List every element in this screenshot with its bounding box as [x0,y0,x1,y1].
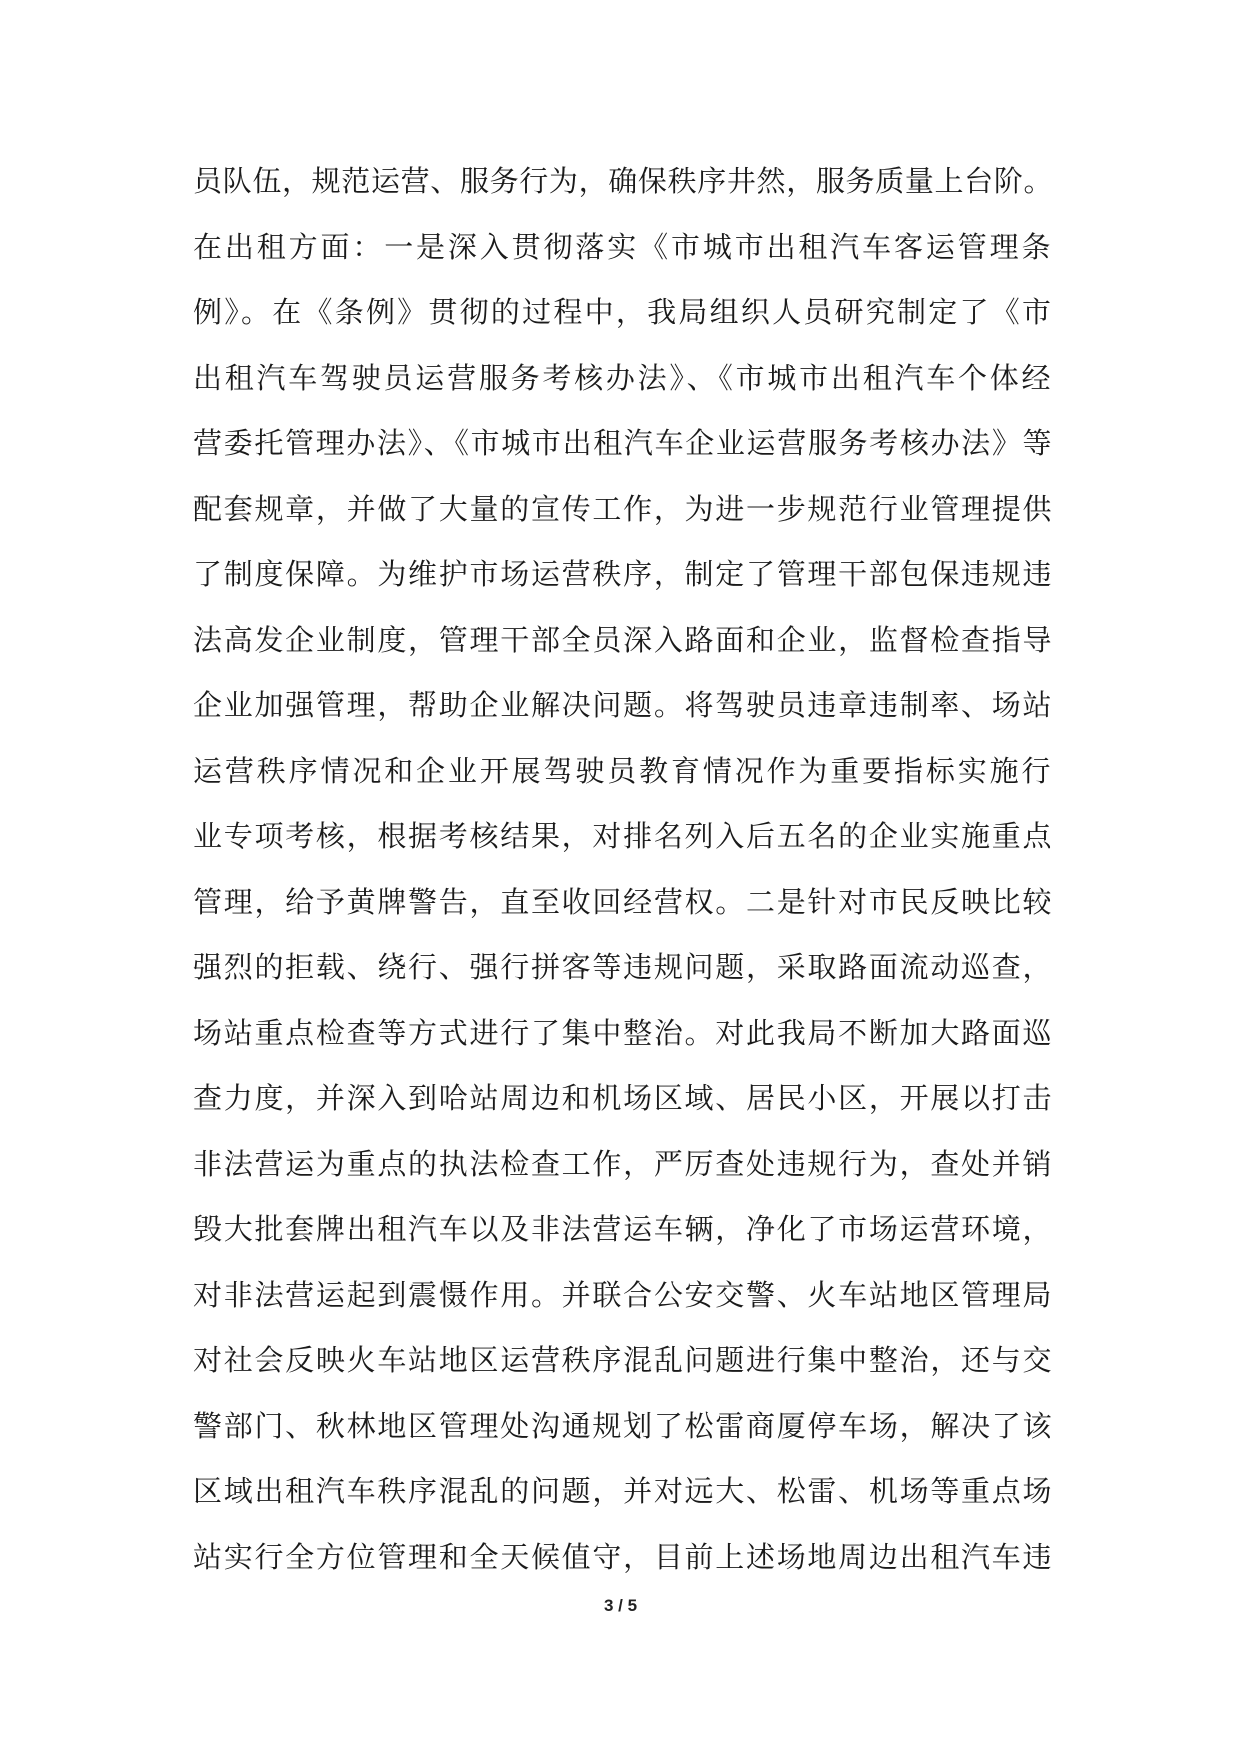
page-number: 3 / 5 [603,1596,638,1615]
text-line: 场站重点检查等方式进行了集中整治。对此我局不断加大路面巡 [193,1015,1053,1050]
text-line: 强烈的拒载、绕行、强行拼客等违规问题，采取路面流动巡查， [193,950,1053,984]
text-line: 站实行全方位管理和全天候值守，目前上述场地周边出租汽车违 [193,1539,1053,1574]
text-line: 对社会反映火车站地区运营秩序混乱问题进行集中整治，还与交 [193,1343,1053,1377]
text-line: 员队伍，规范运营、服务行为，确保秩序井然，服务质量上台阶。 [193,164,1053,198]
body-text [193,149,1053,1590]
text-line: 警部门、秋林地区管理处沟通规划了松雷商厦停车场，解决了该 [193,1408,1053,1443]
text-line: 毁大批套牌出租汽车以及非法营运车辆，净化了市场运营环境， [193,1212,1053,1246]
text-line: 非法营运为重点的执法检查工作，严厉查处违规行为，查处并销 [193,1146,1053,1181]
text-line: 配套规章，并做了大量的宣传工作，为进一步规范行业管理提供 [193,491,1053,526]
text-line: 区域出租汽车秩序混乱的问题，并对远大、松雷、机场等重点场 [193,1474,1053,1508]
text-line: 例》。在《条例》贯彻的过程中，我局组织人员研究制定了《市 [193,295,1053,329]
text-line: 在出租方面：一是深入贯彻落实《市城市出租汽车客运管理条 [193,229,1053,264]
text-line: 管理，给予黄牌警告，直至收回经营权。二是针对市民反映比较 [193,884,1053,919]
text-line: 查力度，并深入到哈站周边和机场区域、居民小区，开展以打击 [193,1081,1053,1115]
text-line: 企业加强管理，帮助企业解决问题。将驾驶员违章违制率、场站 [193,688,1053,722]
text-line: 出租汽车驾驶员运营服务考核办法》、《市城市出租汽车个体经 [193,360,1053,395]
text-line: 营委托管理办法》、《市城市出租汽车企业运营服务考核办法》等 [193,426,1053,460]
text-line: 运营秩序情况和企业开展驾驶员教育情况作为重要指标实施行 [193,753,1053,788]
text-line: 了制度保障。为维护市场运营秩序，制定了管理干部包保违规违 [193,557,1053,591]
text-line: 法高发企业制度，管理干部全员深入路面和企业，监督检查指导 [193,622,1053,657]
text-line: 业专项考核，根据考核结果，对排名列入后五名的企业实施重点 [193,819,1053,853]
text-line: 对非法营运起到震慑作用。并联合公安交警、火车站地区管理局 [193,1277,1053,1312]
